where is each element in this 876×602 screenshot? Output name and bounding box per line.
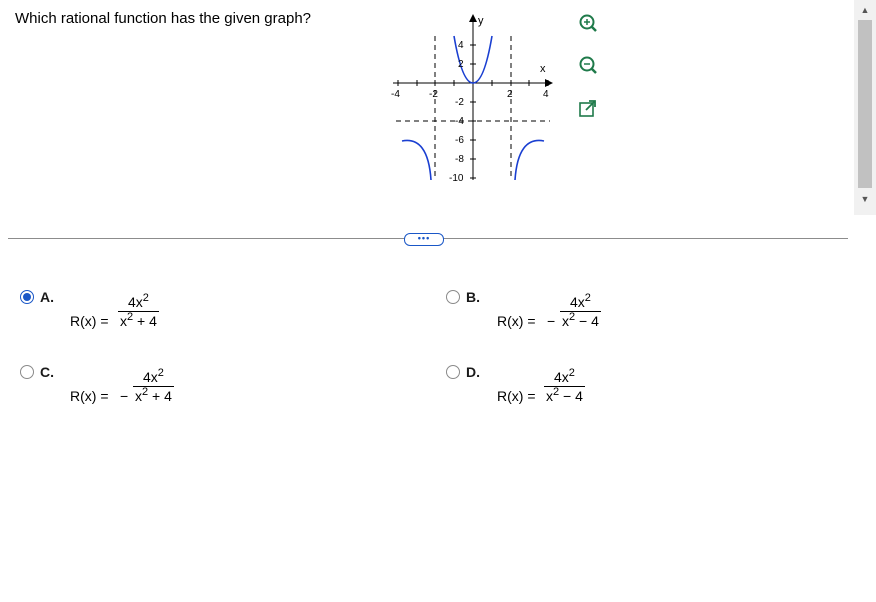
option-d-lhs: R(x) = [497,388,536,404]
x-tick-label: 2 [507,89,513,100]
popout-icon[interactable] [577,98,599,120]
y-tick-label: -6 [455,135,464,146]
scroll-down-icon[interactable]: ▼ [860,194,870,204]
y-tick-label: -4 [455,116,464,127]
option-b-sign: − [547,313,556,329]
y-tick-label: -8 [455,154,464,165]
more-button[interactable]: ••• [404,233,444,246]
option-b-fraction[interactable]: $4x^2$ $x^2 - 4$ [562,292,599,329]
y-tick-label: 4 [458,40,464,51]
scrollbar-thumb[interactable] [858,20,872,188]
option-a-lhs: R(x) = [70,313,109,329]
radio-option-b[interactable] [446,290,460,304]
option-c-letter: C. [40,364,54,380]
radio-option-a[interactable] [20,290,34,304]
y-axis-arrow [469,14,477,22]
option-b-lhs: R(x) = [497,313,536,329]
question-text: Which rational function has the given graph? [15,10,312,27]
y-tick-label: -10 [449,173,464,184]
x-axis-label: x [540,63,546,75]
y-tick-label: 2 [458,59,464,70]
option-a-fraction[interactable]: $4x^2$ $x^2 + 4$ [120,292,157,329]
zoom-in-icon[interactable] [577,13,599,35]
option-b-letter: B. [466,289,480,305]
radio-option-c[interactable] [20,365,34,379]
x-tick-label: -4 [391,89,400,100]
x-tick-label: 4 [543,89,549,100]
option-c-lhs: R(x) = [70,388,109,404]
graph [388,10,558,185]
curve-right [515,140,544,180]
scroll-up-icon[interactable]: ▲ [860,5,870,15]
option-a-letter: A. [40,289,54,305]
x-axis-arrow [545,79,553,87]
curve-left [402,140,431,180]
zoom-out-icon[interactable] [577,55,599,77]
radio-option-d[interactable] [446,365,460,379]
x-tick-label: -2 [429,89,438,100]
option-c-sign: − [120,388,129,404]
option-d-letter: D. [466,364,480,380]
y-tick-label: -2 [455,97,464,108]
y-axis-label: y [478,15,484,27]
option-c-fraction[interactable]: $4x^2$ $x^2 + 4$ [135,367,172,404]
option-d-fraction[interactable]: $4x^2$ $x^2 - 4$ [546,367,583,404]
